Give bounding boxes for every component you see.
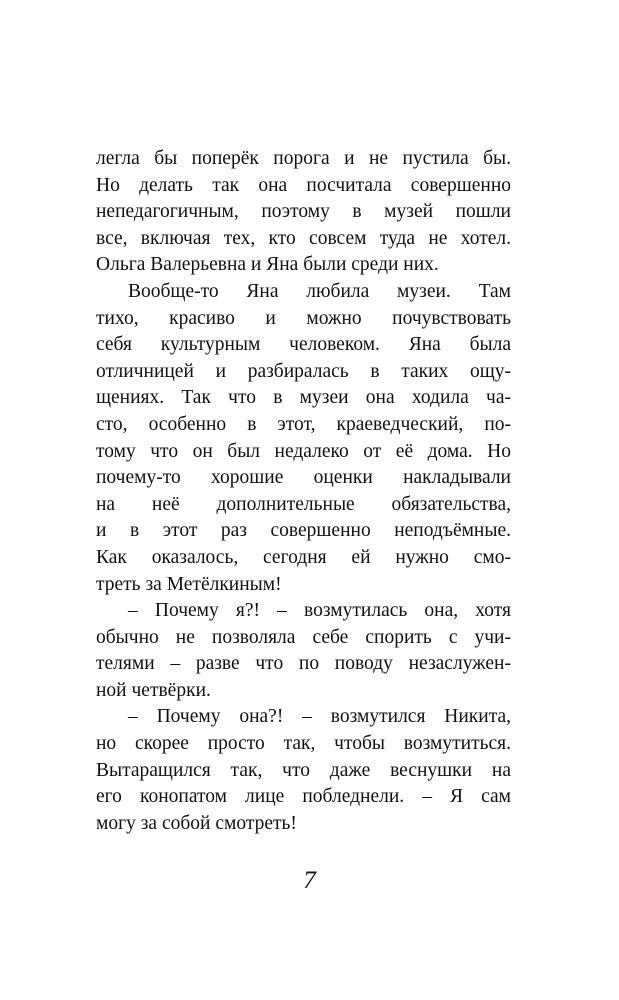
text-line: Но делать так она посчитала совершенно <box>96 174 511 196</box>
text-line: тому что он был недалеко от её дома. Но <box>96 440 511 462</box>
text-line: его конопатом лице побледнели. – Я сам <box>96 786 511 808</box>
text-line: тихо, красиво и можно почувствовать <box>96 307 511 329</box>
text-line: ной четвёрки. <box>96 679 211 701</box>
text-line: Вообще-то Яна любила музеи. Там <box>128 280 511 302</box>
text-line: непедагогичным, поэтому в музей пошли <box>96 201 511 223</box>
text-line: треть за Метёлкиным! <box>96 573 282 595</box>
text-line: сто, особенно в этот, краеведческий, по- <box>96 413 511 435</box>
text-line: отличницей и разбиралась в таких ощу- <box>96 360 511 382</box>
text-line: почему-то хорошие оценки накладывали <box>96 467 511 489</box>
text-line: Вытаращился так, что даже веснушки на <box>96 759 511 781</box>
text-line: легла бы поперёк порога и не пустила бы. <box>96 148 511 169</box>
text-line: – Почему я?! – возмутилась она, хотя <box>128 600 511 622</box>
text-line: обычно не позволяла себе спорить с учи- <box>96 626 511 648</box>
text-line: Ольга Валерьевна и Яна были среди них. <box>96 254 439 276</box>
text-line: все, включая тех, кто совсем туда не хотел. <box>96 227 511 249</box>
text-line: телями – разве что по поводу незаслужен- <box>96 653 511 675</box>
text-line: – Почему она?! – возмутился Никита, <box>128 706 511 728</box>
text-line: но скорее просто так, чтобы возмутиться. <box>96 733 511 755</box>
page-number: 7 <box>303 867 316 894</box>
text-line: щениях. Так что в музеи она ходила ча- <box>96 387 511 409</box>
text-line: Как оказалось, сегодня ей нужно смо- <box>96 546 511 568</box>
body-text <box>96 146 511 837</box>
text-line: на неё дополнительные обязательства, <box>96 493 511 515</box>
text-line: и в этот раз совершенно неподъёмные. <box>96 520 511 542</box>
text-line: могу за собой смотреть! <box>96 812 297 834</box>
text-line: себя культурным человеком. Яна была <box>96 334 511 356</box>
